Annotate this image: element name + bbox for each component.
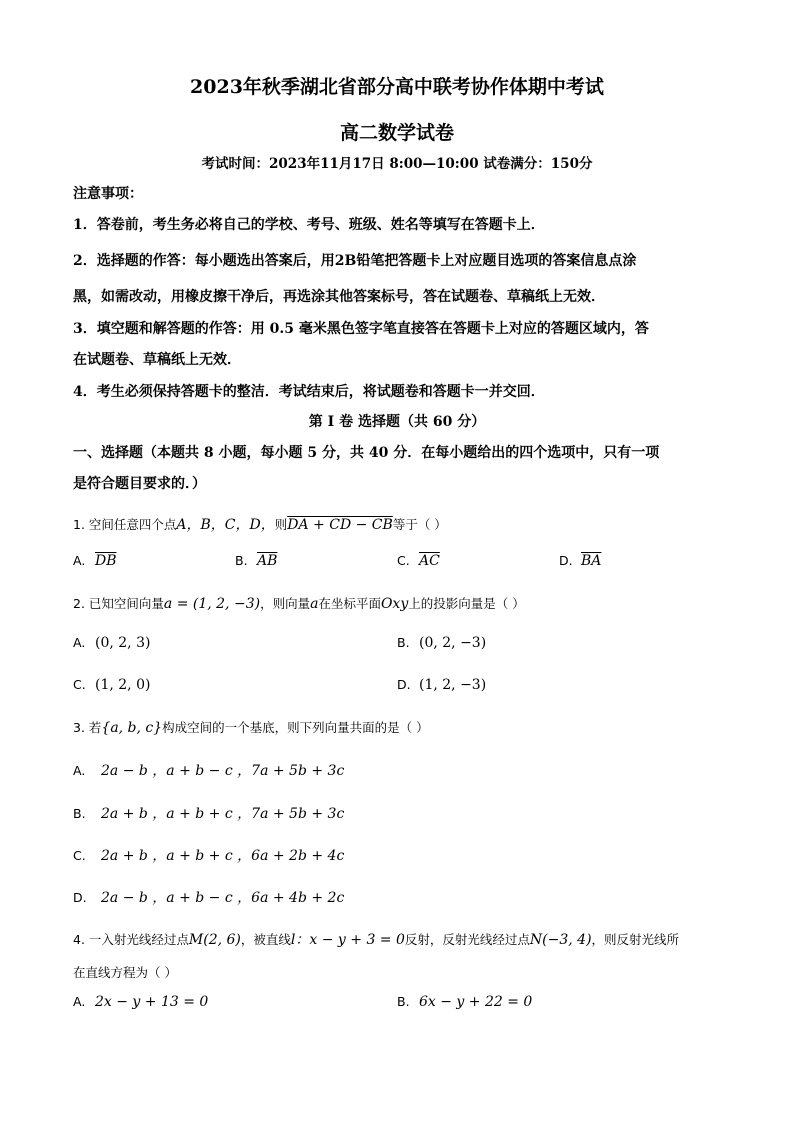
q2-mid2: 在坐标平面 (318, 596, 381, 611)
exam-subtitle: 高二数学试卷 (339, 122, 454, 144)
note-3b: 在试题卷、草稿纸上无效． (73, 352, 241, 368)
q4-point-n: N(−3, 4) (529, 932, 592, 948)
q1-expression: DA + CD − CB (287, 517, 393, 533)
q3-suffix: 构成空间的一个基底，则下列向量共面的是（ ） (162, 720, 429, 735)
q1-option-c: C. $\overline{AC}$ (397, 553, 440, 569)
section-title: 第 I 卷 选择题（共 60 分） (308, 414, 486, 430)
question-2 (73, 594, 525, 612)
question-4-continued: 在直线方程为（ ） (73, 965, 177, 980)
q2-option-a: A. (0, 2, 3) (73, 635, 151, 651)
q4-mid2: 反射，反射光线经过点 (404, 932, 530, 947)
q2-mid: ，则向量 (260, 596, 311, 611)
q4-option-b: B. 6x − y + 22 = 0 (397, 994, 533, 1010)
exam-title: 2023年秋季湖北省部分高中联考协作体期中考试 (190, 76, 604, 98)
question-4 (73, 929, 679, 949)
q4-line: l：x − y + 3 = 0 (290, 932, 405, 948)
q1-option-a: A. $\overline{DB}$ (73, 553, 117, 569)
note-4: 4．考生必须保持答题卡的整洁．考试结束后，将试题卷和答题卡一并交回． (73, 384, 545, 400)
q1-prefix: 1. 空间任意四个点 (73, 517, 177, 532)
q3-prefix: 3. 若 (73, 720, 102, 735)
question-1 (73, 514, 447, 534)
q2-option-c: C. (1, 2, 0) (73, 677, 151, 693)
note-2b: 黑，如需改动，用橡皮擦干净后，再选涂其他答案标号，答在试题卷、草稿纸上无效． (73, 289, 605, 305)
q2-option-d: D. (1, 2, −3) (397, 677, 487, 693)
exam-meta: 考试时间：2023年11月17日 8:00—10:00 试卷满分：150分 (201, 156, 593, 172)
note-1: 1．答卷前，考生务必将自己的学校、考号、班级、姓名等填写在答题卡上． (73, 217, 545, 233)
note-3a: 3．填空题和解答题的作答：用 0.5 毫米黑色签字笔直接答在答题卡上对应的答题区域内，答 (73, 321, 649, 337)
q3-option-b: B. 2a + b ，a + b + c ，7a + 5b + 3c (73, 806, 345, 822)
q2-vector-ref: a (310, 596, 319, 612)
q3-option-c: C. 2a + b ，a + b + c ，6a + 2b + 4c (73, 848, 345, 864)
q1-suffix: 等于（ ） (392, 517, 447, 532)
q2-plane: Oxy (380, 596, 409, 612)
q3-option-d: D. 2a − b ，a + b − c ，6a + 4b + 2c (73, 890, 345, 906)
q2-vector: a = (1, 2, −3) (163, 596, 261, 612)
q2-prefix: 2. 已知空间向量 (73, 596, 164, 611)
note-2a: 2．选择题的作答：每小题选出答案后，用2B铅笔把答题卡上对应题目选项的答案信息点涂 (73, 253, 637, 269)
q4-prefix: 4. 一入射光线经过点 (73, 932, 189, 947)
q1-option-b: B. $\overline{AB}$ (235, 553, 278, 569)
q1-points: A，B，C，D， (176, 517, 275, 533)
section-instructions-a: 一、选择题（本题共 8 小题，每小题 5 分，共 40 分．在每小题给出的四个选项中，只有一项 (73, 445, 660, 461)
q4-option-a: A. 2x − y + 13 = 0 (73, 994, 209, 1010)
question-3 (73, 718, 429, 736)
q1-option-d: D. $\overline{BA}$ (559, 553, 602, 569)
q4-suffix: ，则反射光线所 (591, 932, 680, 947)
notes-heading: 注意事项： (73, 186, 143, 202)
q3-basis: {a, b, c} (101, 720, 163, 736)
q4-point-m: M(2, 6) (188, 932, 241, 948)
section-instructions-b: 是符合题目要求的．） (73, 476, 206, 492)
q4-mid: ，被直线 (240, 932, 291, 947)
q3-option-a: A. 2a − b ，a + b − c ，7a + 5b + 3c (73, 763, 345, 779)
q2-option-b: B. (0, 2, −3) (397, 635, 487, 651)
q2-suffix: 上的投影向量是（ ） (408, 596, 525, 611)
q1-then: 则 (274, 517, 288, 532)
